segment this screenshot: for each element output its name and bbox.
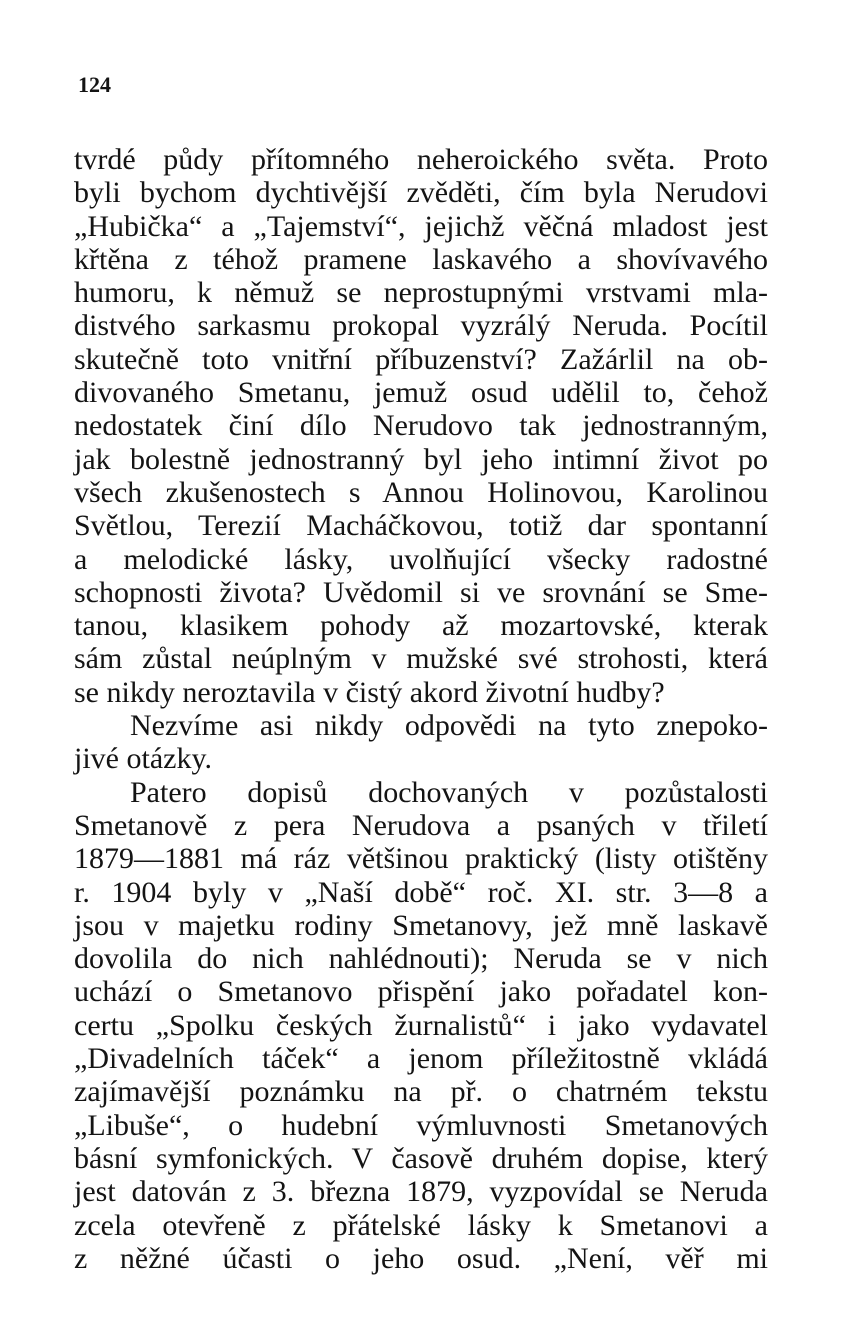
text-line: básní symfonických. V časově druhém dopise, který [74,1141,768,1175]
text-line: schopnosti života? Uvědomil si ve srovnání se Sme- [74,575,768,609]
text-line: r. 1904 byly v „Naší době“ roč. XI. str. 3—8 a [74,875,768,909]
body-text [74,143,768,1275]
paragraph [74,709,768,776]
text-line: 1879—1881 má ráz většinou praktický (listy otištěny [74,842,768,876]
text-line: a melodické lásky, uvolňující všecky radostné [74,542,768,576]
text-line: humoru, k němuž se neprostupnými vrstvami mla- [74,276,768,310]
text-line: jsou v majetku rodiny Smetanovy, jež mně laskavě [74,908,768,942]
text-line: distvého sarkasmu prokopal vyzrálý Neruda. Pocítil [74,309,768,343]
text-line: všech zkušenostech s Annou Holinovou, Karolinou [74,475,768,509]
text-line: zajímavější poznámku na př. o chatrném tekstu [74,1075,768,1109]
text-line: Smetanově z pera Nerudova a psaných v třiletí [74,808,768,842]
text-line: divovaného Smetanu, jemuž osud udělil to, čehož [74,376,768,410]
text-line: sám zůstal neúplným v mužské své strohosti, která [74,642,768,676]
text-line: „Divadelních táček“ a jenom příležitostně vkládá [74,1042,768,1076]
text-line: jest datován z 3. března 1879, vyzpovídal se Neruda [74,1175,768,1209]
text-line: jak bolestně jednostranný byl jeho intimní život po [74,442,768,476]
text-line: Světlou, Terezií Macháčkovou, totiž dar spontanní [74,509,768,543]
text-line: zcela otevřeně z přátelské lásky k Smetanovi a [74,1208,768,1242]
text-line: nedostatek činí dílo Nerudovo tak jednostranným, [74,409,768,443]
text-line: Patero dopisů dochovaných v pozůstalosti [130,775,768,809]
text-line: z něžné účasti o jeho osud. „Není, věř mi [74,1241,768,1275]
text-line: uchází o Smetanovo přispění jako pořadatel kon- [74,975,768,1009]
text-line: certu „Spolku českých žurnalistů“ i jako vydavatel [74,1008,768,1042]
text-line: „Hubička“ a „Tajemství“, jejichž věčná mladost jest [74,209,768,243]
paragraph [74,143,768,709]
text-line: tvrdé půdy přítomného neheroického světa. Proto [74,143,768,176]
text-line: tanou, klasikem pohody až mozartovské, kterak [74,609,768,643]
text-line: křtěna z téhož pramene laskavého a shovívavého [74,242,768,276]
text-line: „Libuše“, o hudební výmluvnosti Smetanových [74,1108,768,1142]
page-number: 124 [78,72,111,97]
text-line: se nikdy neroztavila v čistý akord životní hudby? [74,675,665,709]
text-line: dovolila do nich nahlédnouti); Neruda se v nich [74,942,768,976]
text-line: skutečně toto vnitřní příbuzenství? Zažárlil na ob- [74,342,768,376]
paragraph [74,776,768,1275]
text-line: Nezvíme asi nikdy odpovědi na tyto znepoko- [130,709,768,743]
text-line: jivé otázky. [74,742,213,776]
text-line: byli bychom dychtivější zvěděti, čím byla Nerudovi [74,176,768,210]
